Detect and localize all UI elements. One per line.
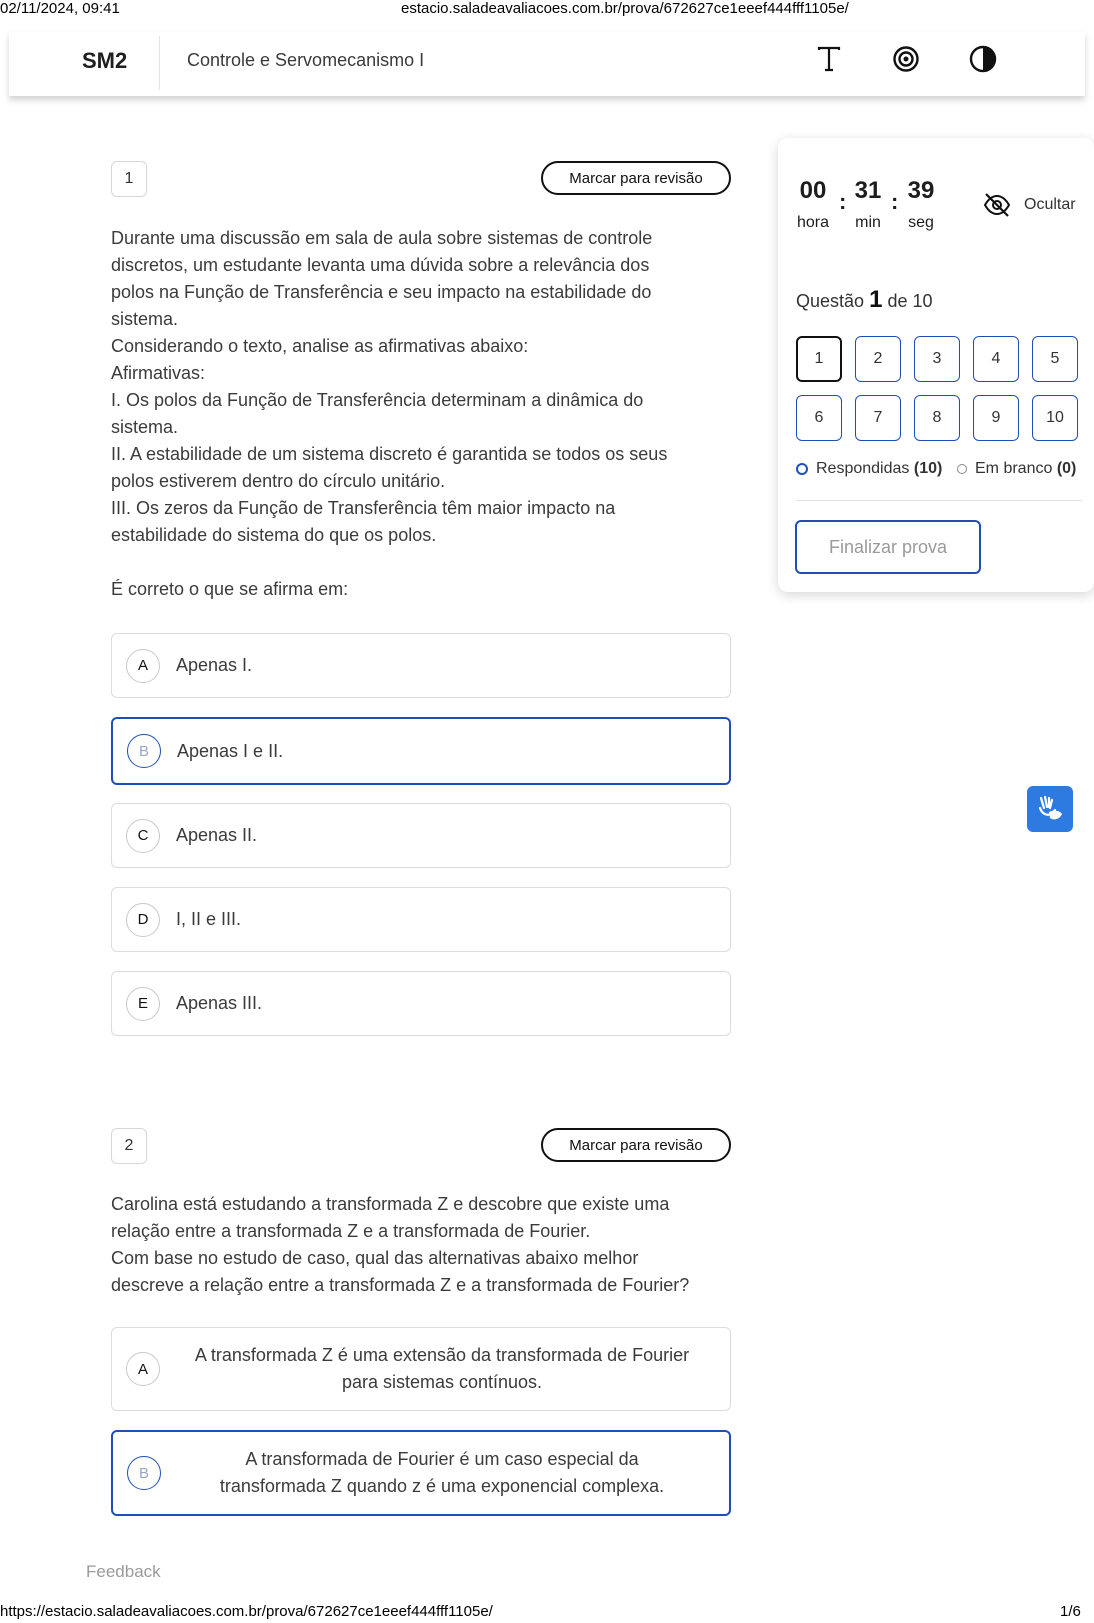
option-e[interactable]: [111, 971, 731, 1036]
finish-exam-button[interactable]: Finalizar prova: [795, 520, 981, 574]
divider: [796, 500, 1082, 501]
option-text: A transformada Z é uma extensão da transformada de Fourier para sistemas contínuos.: [194, 1345, 690, 1392]
timer-hours: 00: [799, 177, 827, 204]
answered-count: (10): [913, 460, 943, 477]
timer-minutes-label: min: [855, 214, 881, 231]
timer-seconds-label: seg: [908, 214, 934, 231]
question-nav-4[interactable]: 4: [973, 336, 1019, 382]
option-letter: B: [127, 734, 161, 768]
question-text: Durante uma discussão em sala de aula sobre sistemas de controle discretos, um estudante levanta uma dúvida sobre a relevância dos polos na Função de Transferência e seu impacto na estabilidade do sistema. Considerando o texto, analise as afirmativas abaixo: Afirmativas: I. Os polos da Função de Transferência determinam a dinâmica do sistema. II. A estabilidade de um sistema discreto é garantida se todos os seus polos estiverem dentro do círculo unitário. III. Os zeros da Função de Transferência têm maior impacto na estabilidade do sistema do que os polos. É correto o que se afirma em:: [111, 228, 668, 599]
question-nav-9[interactable]: 9: [973, 395, 1019, 441]
option-text: Apenas III.: [176, 993, 263, 1013]
contrast-icon[interactable]: [968, 44, 998, 74]
question-counter-prefix: Questão: [796, 291, 865, 311]
option-text: Apenas I.: [176, 655, 253, 675]
top-bar: [9, 32, 1085, 96]
eye-off-icon[interactable]: [982, 190, 1012, 220]
print-footer-url: https://estacio.saladeavaliacoes.com.br/prova/672627ce1eeef444fff1105e/: [0, 1603, 493, 1620]
print-datetime: 02/11/2024, 09:41: [0, 0, 120, 17]
divider: [159, 36, 160, 90]
blank-legend: [957, 460, 1076, 478]
mark-review-button[interactable]: Marcar para revisão: [541, 161, 731, 195]
question-nav-8[interactable]: 8: [914, 395, 960, 441]
question-nav-10[interactable]: 10: [1032, 395, 1078, 441]
option-letter: B: [127, 1456, 161, 1490]
blank-dot-icon: [957, 464, 967, 474]
option-text: A transformada de Fourier é um caso especial da transformada Z quando z é uma exponencial complexa.: [219, 1449, 665, 1496]
question-counter: [796, 286, 932, 314]
timer-separator: :: [891, 189, 899, 214]
question-nav-1[interactable]: 1: [796, 336, 842, 382]
option-text: Apenas I e II.: [177, 740, 284, 761]
course-title: Controle e Servomecanismo I: [187, 50, 425, 70]
question-number: 2: [111, 1128, 147, 1164]
print-page-number: 1/6: [1060, 1603, 1081, 1620]
print-url: estacio.saladeavaliacoes.com.br/prova/672627ce1eeef444fff1105e/: [401, 0, 849, 17]
option-letter: A: [126, 649, 160, 683]
option-text: Apenas II.: [176, 825, 258, 845]
question-nav-2[interactable]: 2: [855, 336, 901, 382]
option-text: I, II e III.: [176, 909, 242, 929]
question-nav-6[interactable]: 6: [796, 395, 842, 441]
option-d[interactable]: [111, 887, 731, 952]
option-b[interactable]: [111, 717, 731, 785]
question-counter-suffix: de 10: [887, 291, 933, 311]
question-nav-5[interactable]: 5: [1032, 336, 1078, 382]
answered-label: Respondidas: [816, 460, 910, 477]
option-b[interactable]: [111, 1430, 731, 1516]
text-size-icon[interactable]: [814, 44, 844, 74]
question-text: Carolina está estudando a transformada Z e descobre que existe uma relação entre a transformada Z e a transformada de Fourier. Com base no estudo de caso, qual das alternativas abaixo melhor descreve a relação entre a transformada Z e a transformada de Fourier?: [111, 1194, 690, 1295]
question-nav-3[interactable]: 3: [914, 336, 960, 382]
option-letter: D: [126, 903, 160, 937]
answered-legend: [796, 460, 942, 478]
brand-logo: SM2: [82, 48, 128, 73]
focus-target-icon[interactable]: [891, 44, 921, 74]
option-c[interactable]: [111, 803, 731, 868]
timer-separator: :: [839, 189, 847, 214]
option-letter: C: [126, 819, 160, 853]
answered-dot-icon: [796, 463, 808, 475]
mark-review-button[interactable]: Marcar para revisão: [541, 1128, 731, 1162]
timer-seconds: 39: [907, 177, 935, 204]
question-nav-7[interactable]: 7: [855, 395, 901, 441]
sign-language-button[interactable]: [1027, 786, 1073, 832]
hide-timer-button[interactable]: Ocultar: [1024, 196, 1076, 213]
question-number: 1: [111, 161, 147, 197]
blank-label: Em branco: [975, 460, 1053, 477]
option-letter: A: [126, 1352, 160, 1386]
blank-count: (0): [1056, 460, 1077, 477]
option-a[interactable]: [111, 1327, 731, 1411]
option-letter: E: [126, 987, 160, 1021]
timer-hours-label: hora: [796, 214, 830, 231]
timer-minutes: 31: [854, 177, 882, 204]
option-a[interactable]: [111, 633, 731, 698]
hands-icon: [1035, 794, 1065, 824]
question-counter-current: 1: [869, 286, 883, 313]
feedback-link[interactable]: Feedback: [86, 1562, 161, 1581]
